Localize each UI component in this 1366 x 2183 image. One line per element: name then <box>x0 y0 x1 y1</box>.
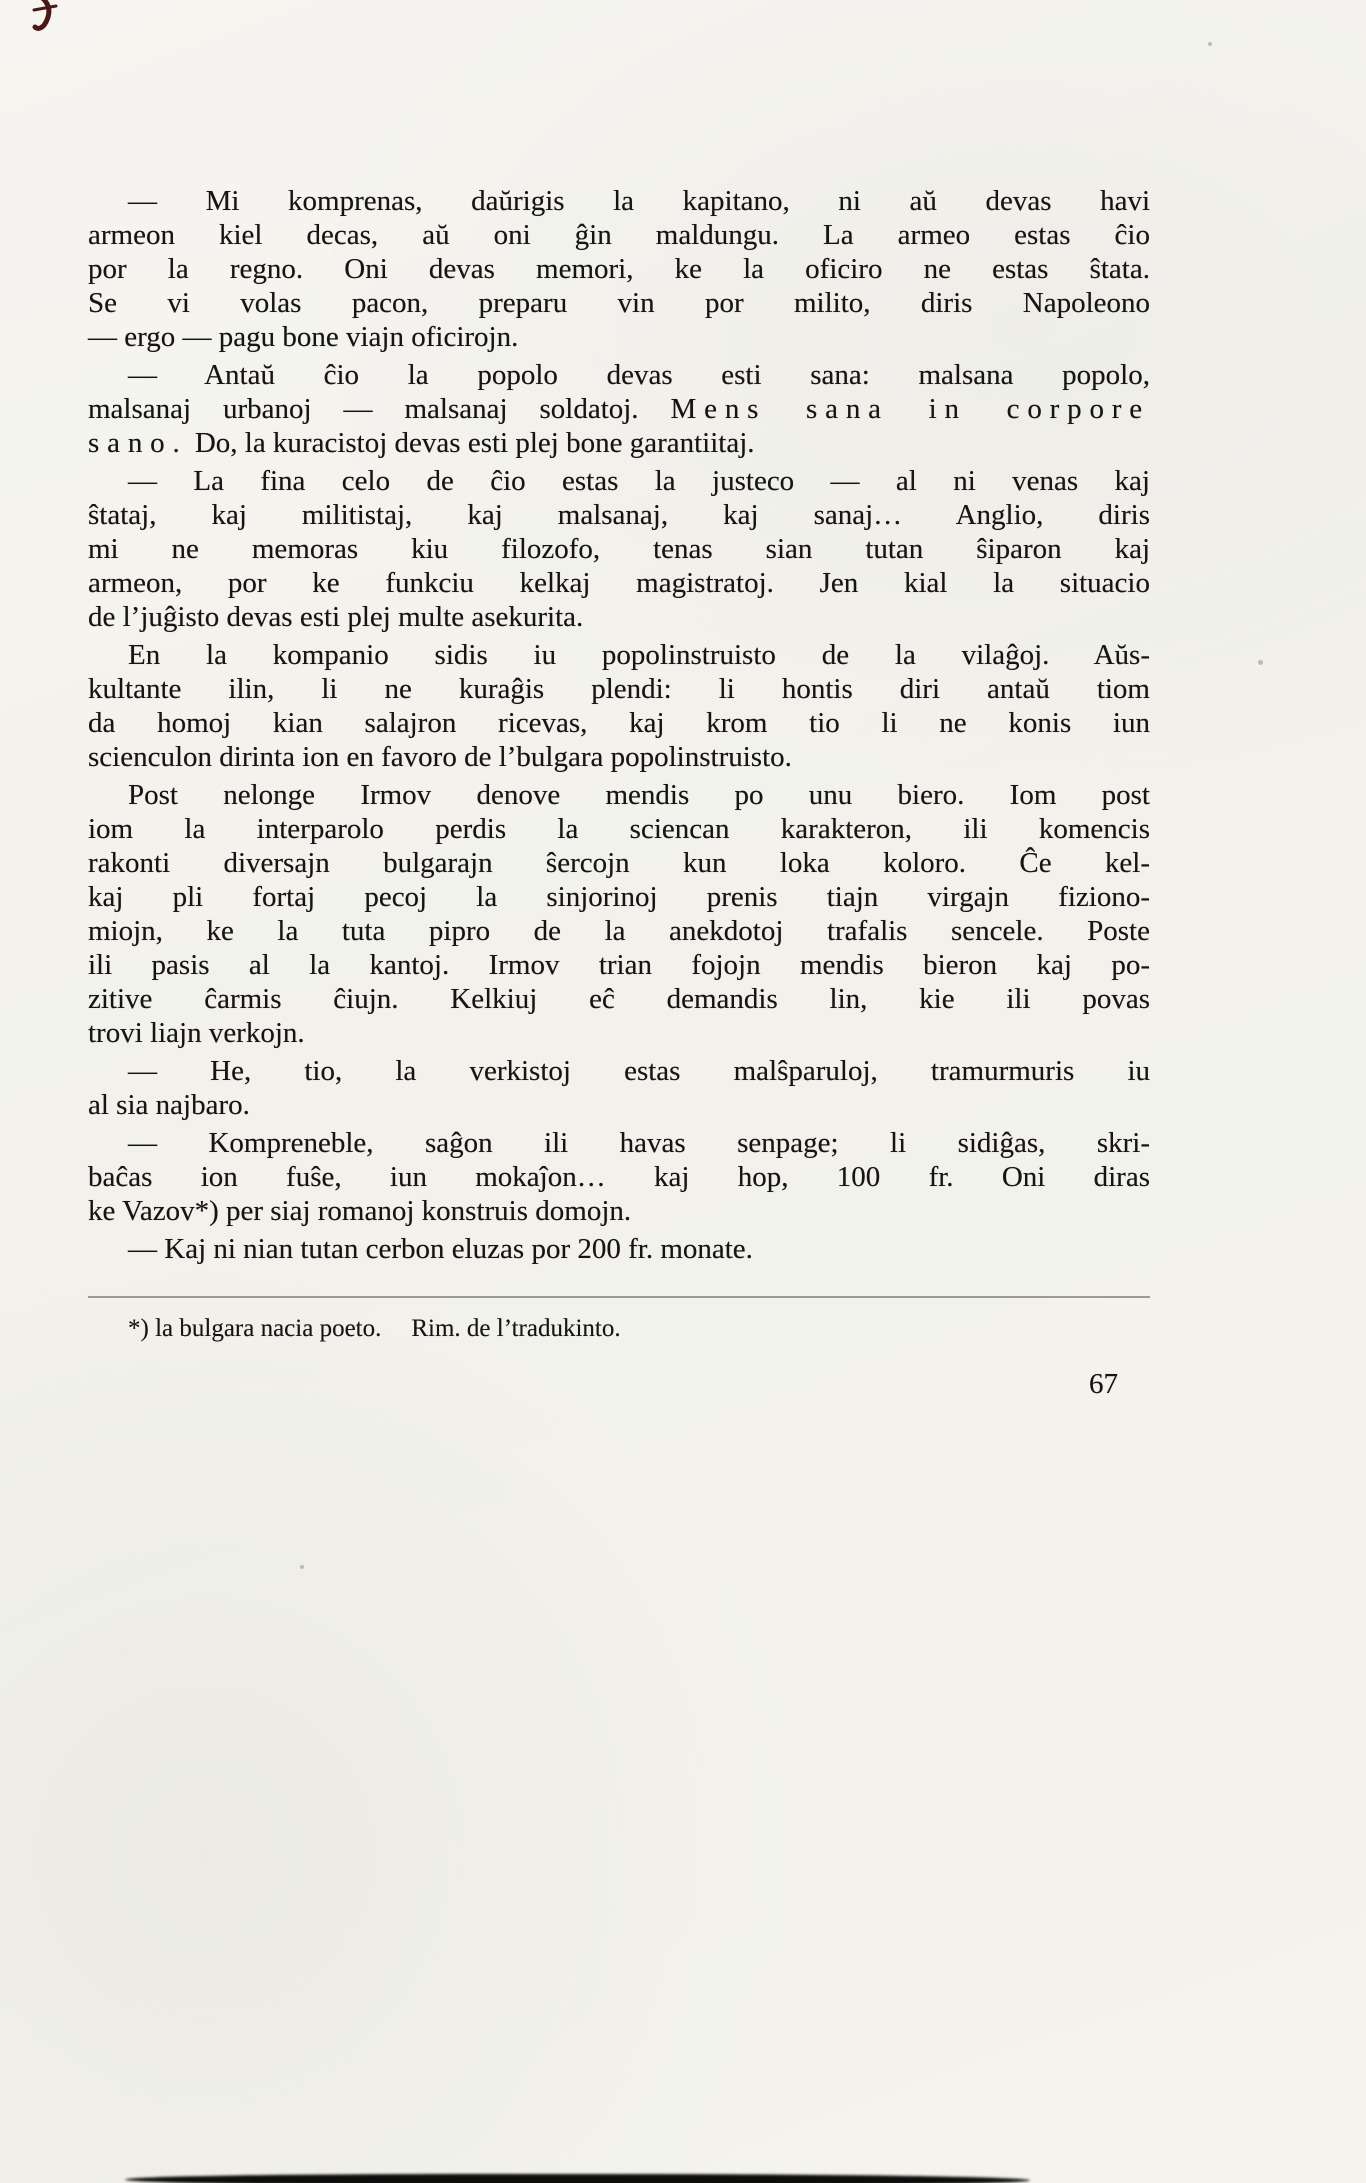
paragraph <box>88 1126 1150 1228</box>
text-line: ili pasis al la kantoj. Irmov trian fojojn mendis bieron kaj po- <box>88 949 1150 981</box>
text-block <box>88 184 1150 1266</box>
text-line: ke Vazov*) per siaj romanoj konstruis domojn. <box>88 1195 632 1227</box>
text-segment: Do, la kuracistoj devas esti plej bone garantiitaj. <box>187 427 755 459</box>
scan-speck-artifact <box>1208 42 1212 46</box>
text-line <box>88 392 1150 426</box>
text-line: trovi liajn verkojn. <box>88 1017 305 1049</box>
text-line: iom la interparolo perdis la sciencan karakteron, ili komencis <box>88 813 1150 845</box>
text-line <box>88 426 1150 460</box>
paragraph <box>88 358 1150 460</box>
page-number: 67 <box>1089 1368 1118 1400</box>
text-line: — La fina celo de ĉio estas la justeco — al ni venas kaj <box>128 465 1150 497</box>
footnote <box>88 1314 1150 1344</box>
footnote-attribution: Rim. de l’tradukinto. <box>411 1315 621 1342</box>
scan-speck-artifact <box>300 1565 304 1569</box>
text-line: En la kompanio sidis iu popolinstruisto de la vilaĝoj. Aŭs- <box>128 639 1150 671</box>
text-line: miojn, ke la tuta pipro de la anekdotoj trafalis sencele. Poste <box>88 915 1150 947</box>
paragraph <box>88 1232 1150 1266</box>
text-line: baĉas ion fuŝe, iun mokaĵon… kaj hop, 100 fr. Oni diras <box>88 1161 1150 1193</box>
paragraph <box>88 464 1150 634</box>
text-line: — Antaŭ ĉio la popolo devas esti sana: malsana popolo, <box>128 359 1150 391</box>
text-line: Post nelonge Irmov denove mendis po unu biero. Iom post <box>128 779 1150 811</box>
text-line: — He, tio, la verkistoj estas malŝparuloj, tramurmuris iu <box>128 1055 1150 1087</box>
paragraph <box>88 1054 1150 1122</box>
text-line: mi ne memoras kiu filozofo, tenas sian tutan ŝiparon kaj <box>88 533 1150 565</box>
text-line: armeon, por ke funkciu kelkaj magistratoj. Jen kial la situacio <box>88 567 1150 599</box>
text-line: scienculon dirinta ion en favoro de l’bulgara popolinstruisto. <box>88 741 792 773</box>
text-segment: malsanaj urbanoj — malsanaj soldatoj. <box>88 393 671 425</box>
text-line: — Kaj ni nian tutan cerbon eluzas por 200 fr. monate. <box>128 1233 753 1265</box>
scan-speck-artifact <box>1258 660 1263 665</box>
scan-edge-artifact <box>125 2174 1030 2183</box>
text-line: kaj pli fortaj pecoj la sinjorinoj prenis tiajn virgajn fiziono- <box>88 881 1150 913</box>
text-line: — Kompreneble, saĝon ili havas senpage; li sidiĝas, skri- <box>128 1127 1150 1159</box>
text-line: zitive ĉarmis ĉiujn. Kelkiuj eĉ demandis lin, kie ili povas <box>88 983 1150 1015</box>
paragraph <box>88 778 1150 1050</box>
text-line: ŝtataj, kaj militistaj, kaj malsanaj, kaj sanaj… Anglio, diris <box>88 499 1150 531</box>
letter-spaced-emphasis: Mens sana in corpore <box>670 393 1150 425</box>
text-line: por la regno. Oni devas memori, ke la oficiro ne estas ŝtata. <box>88 253 1150 285</box>
text-line: — ergo — pagu bone viajn oficirojn. <box>88 321 519 353</box>
paragraph <box>88 184 1150 354</box>
text-line: al sia najbaro. <box>88 1089 250 1121</box>
text-line: Se vi volas pacon, preparu vin por milito, diris Napoleono <box>88 287 1150 319</box>
ink-mark-artifact <box>26 0 72 34</box>
text-line: kultante ilin, li ne kuraĝis plendi: li hontis diri antaŭ tiom <box>88 673 1150 705</box>
paragraph <box>88 638 1150 774</box>
text-line: — Mi komprenas, daŭrigis la kapitano, ni aŭ devas havi <box>128 185 1150 217</box>
text-line: armeon kiel decas, aŭ oni ĝin maldungu. La armeo estas ĉio <box>88 219 1150 251</box>
text-line: da homoj kian salajron ricevas, kaj krom tio li ne konis iun <box>88 707 1150 739</box>
footnote-text: *) la bulgara nacia poeto. <box>128 1315 382 1342</box>
letter-spaced-emphasis: sano. <box>88 427 188 459</box>
text-line: rakonti diversajn bulgarajn ŝercojn kun loka koloro. Ĉe kel- <box>88 847 1150 879</box>
text-line: de l’juĝisto devas esti plej multe asekurita. <box>88 601 584 633</box>
footnote-separator <box>88 1296 1150 1298</box>
